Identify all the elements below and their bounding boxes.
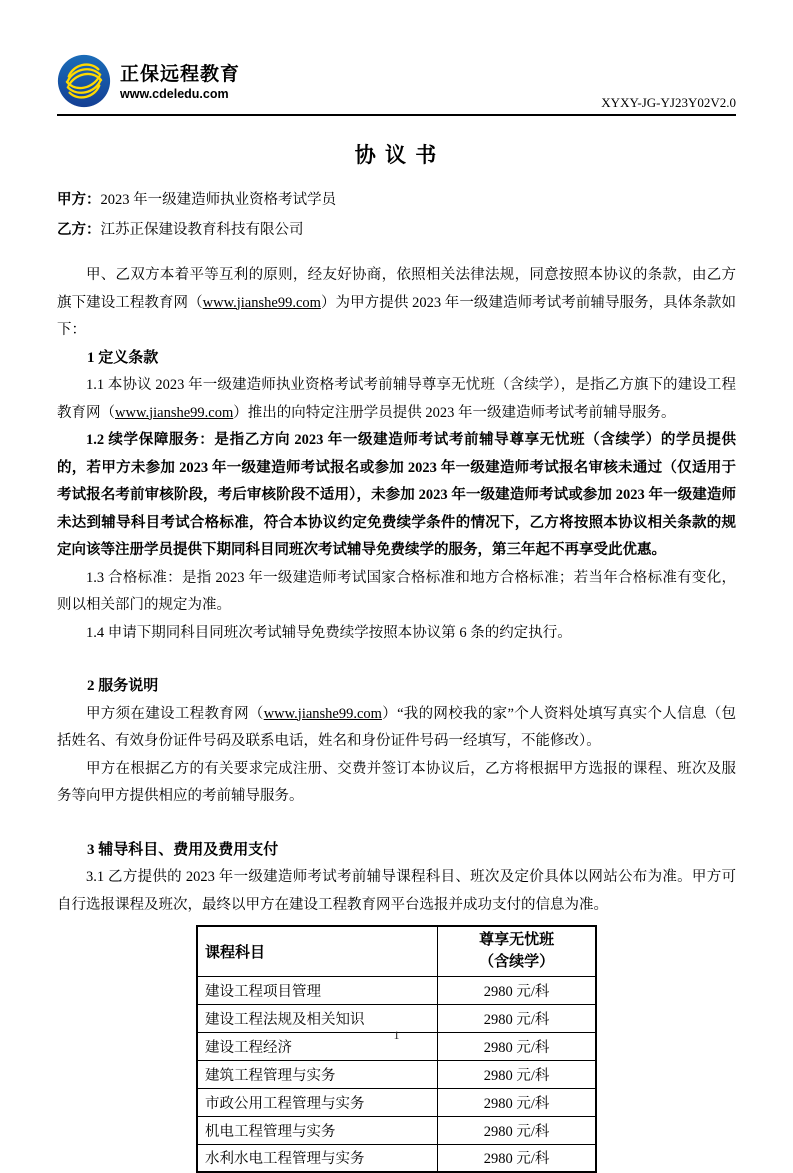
brand-name: 正保远程教育 [120,64,241,86]
party-b-label: 乙方： [57,222,101,238]
section-3-heading: 3 辅导科目、费用及费用支付 [87,841,279,858]
clause-1-1-text-2: ）推出的向特定注册学员提供 2023 年一级建造师考试考前辅导服务。 [233,404,676,421]
clause-1-1 [57,372,736,427]
jianshe99-link[interactable]: www.jianshe99.com [202,294,321,311]
brand-block [57,54,240,113]
brand-text-block [120,64,240,102]
price-cell: 2980 元/科 [438,1088,596,1116]
section-1-heading: 1 定义条款 [87,349,159,366]
party-b-value: 江苏正保建设教育科技有限公司 [100,222,304,238]
price-cell: 2980 元/科 [438,1144,596,1172]
table-header-row [197,926,596,976]
course-cell: 建设工程法规及相关知识 [197,1004,438,1032]
section-2-heading: 2 服务说明 [87,678,159,694]
course-cell: 建筑工程管理与实务 [197,1060,438,1088]
clause-2-1-text-2: ）“我的网校我的家”个人资料处填写真实个人信息（包括姓名、有效身份证件号码及联系电话，姓名和身份证件号码一经填写，不能修改）。 [57,705,736,749]
course-price-table [196,925,597,1173]
party-b-line [57,215,736,245]
price-header-line-1: 尊享无忧班 [479,932,555,949]
intro-text-2: ）为甲方提供 2023 年一级建造师考试考前辅导服务，具体条款如下： [57,294,737,338]
party-a-label: 甲方： [57,192,101,208]
brand-url[interactable]: www.cdeledu.com [120,87,229,102]
table-row [197,1144,596,1172]
price-cell: 2980 元/科 [438,1032,596,1060]
table-row [197,1060,596,1088]
clause-1-3: 1.3 合格标准：是指 2023 年一级建造师考试国家合格标准和地方合格标准；若当年合格标准有变化，则以相关部门的规定为准。 [57,569,736,613]
clause-1-2: 1.2 续学保障服务：是指乙方向 2023 年一级建造师考试考前辅导尊享无忧班（含续学）的学员提供的，若甲方未参加 2023 年一级建造师考试报名或参加 2023 年一级建造师考试报名审核未通过（仅适用于考试报名考前审核阶段，考后审核阶段不适用），未参加 2023 年一级建造师考试或参加 2023 年一级建造师未达到辅导科目考试合格标准，符合本协议约定免费续学条件的情况下，乙方将按照本协议相关条款的规定向该等注册学员提供下期同科目同班次考试辅导免费续学的服务，第三年起不再享受此优惠。 [57,432,736,558]
intro-text-1: 甲、乙双方本着平等互利的原则，经友好协商，依照相关法律法规，同意按照本协议的条款，由乙方旗下建设工程教育网（ [57,267,736,311]
parties-block [57,185,736,245]
page-title: 协 议 书 [354,143,439,167]
course-cell: 机电工程管理与实务 [197,1116,438,1144]
price-header-line-2: （含续学） [479,954,555,971]
price-cell: 2980 元/科 [438,1116,596,1144]
clause-1-1-text-1: 1.1 本协议 2023 年一级建造师执业资格考试考前辅导尊享无忧班（含续学），是指乙方旗下的建设工程教育网（ [57,377,736,421]
table-row [197,1116,596,1144]
clause-1-4: 1.4 申请下期同科目同班次考试辅导免费续学按照本协议第 6 条的约定执行。 [86,624,572,641]
page-header [57,0,736,116]
party-a-value: 2023 年一级建造师执业资格考试学员 [100,192,337,208]
clause-2-1 [57,701,736,756]
table-row [197,1088,596,1116]
course-cell: 建设工程项目管理 [197,976,438,1004]
brand-logo-icon [57,54,111,113]
party-a-line [57,185,736,215]
page-number: 1 [393,1028,400,1042]
table-row [197,976,596,1004]
course-cell: 建设工程经济 [197,1032,438,1060]
document-code: XYXY-JG-YJ23Y02V2.0 [601,95,736,110]
price-column-header [438,926,596,976]
jianshe99-link[interactable]: www.jianshe99.com [115,404,234,421]
intro-paragraph [57,262,736,345]
clause-2-2: 甲方在根据乙方的有关要求完成注册、交费并签订本协议后，乙方将根据甲方选报的课程、班次及服务等向甲方提供相应的考前辅导服务。 [57,760,736,804]
course-column-header: 课程科目 [197,926,438,976]
price-cell: 2980 元/科 [438,976,596,1004]
jianshe99-link[interactable]: www.jianshe99.com [263,705,382,722]
price-cell: 2980 元/科 [438,1060,596,1088]
course-cell: 水利水电工程管理与实务 [197,1144,438,1172]
clause-3-1: 3.1 乙方提供的 2023 年一级建造师考试考前辅导课程科目、班次及定价具体以网站公布为准。甲方可自行选报课程及班次，最终以甲方在建设工程教育网平台选报并成功支付的信息为准。 [57,869,736,913]
clause-2-1-text-1: 甲方须在建设工程教育网（ [86,705,264,722]
price-cell: 2980 元/科 [438,1004,596,1032]
course-cell: 市政公用工程管理与实务 [197,1088,438,1116]
